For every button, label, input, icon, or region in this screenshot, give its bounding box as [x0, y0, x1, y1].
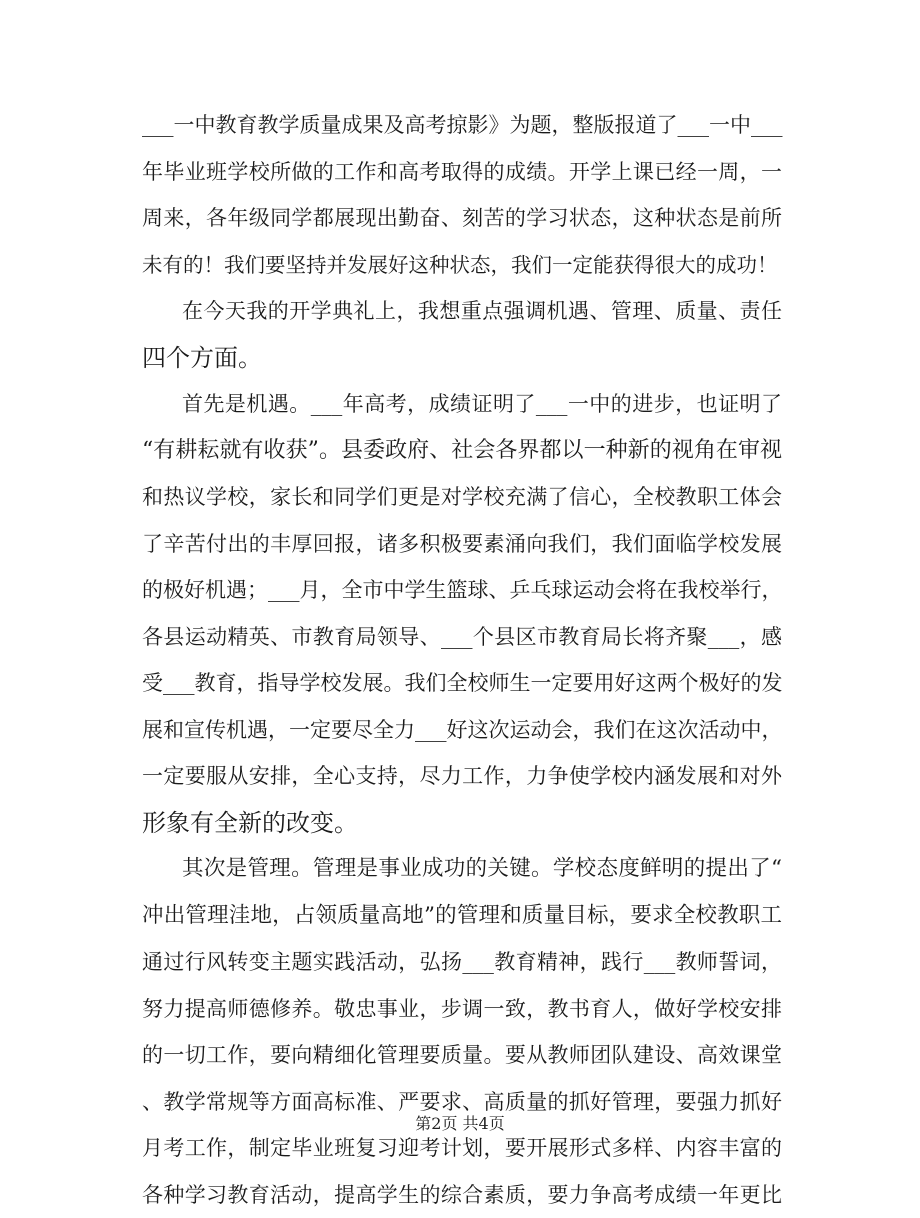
text-line: 通过行风转变主题实践活动，弘扬___教育精神，践行___教师誓词， — [142, 939, 782, 986]
text-line: ___一中教育教学质量成果及高考掠影》为题，整版报道了___一中___ — [142, 102, 782, 149]
text-line: 未有的！我们要坚持并发展好这种状态，我们一定能获得很大的成功！ — [142, 242, 782, 289]
text-line: 了辛苦付出的丰厚回报，诸多积极要素涌向我们，我们面临学校发展 — [142, 521, 782, 568]
text-line: 四个方面。 — [142, 335, 782, 382]
text-line: 各县运动精英、市教育局领导、___个县区市教育局长将齐聚___，感 — [142, 614, 782, 661]
text-line: 一定要服从安排，全心支持，尽力工作，力争使学校内涵发展和对外 — [142, 753, 782, 800]
text-line: 和热议学校，家长和同学们更是对学校充满了信心，全校教职工体会 — [142, 474, 782, 521]
text-line: 形象有全新的改变。 — [142, 800, 782, 847]
text-line: 、教学常规等方面高标准、严要求、高质量的抓好管理，要强力抓好 — [142, 1079, 782, 1126]
text-line: 年毕业班学校所做的工作和高考取得的成绩。开学上课已经一周，一 — [142, 149, 782, 196]
text-line: 冲出管理洼地，占领质量高地”的管理和质量目标，要求全校教职工 — [142, 893, 782, 940]
text-line: 其次是管理。管理是事业成功的关键。学校态度鲜明的提出了“ — [142, 846, 782, 893]
text-line: 周来，各年级同学都展现出勤奋、刻苦的学习状态，这种状态是前所 — [142, 195, 782, 242]
text-line: “有耕耘就有收获”。县委政府、社会各界都以一种新的视角在审视 — [142, 428, 782, 475]
text-line: 的极好机遇；___月，全市中学生篮球、乒乓球运动会将在我校举行， — [142, 567, 782, 614]
page-number: 第2页 共4页 — [0, 1114, 920, 1134]
text-line: 各种学习教育活动，提高学生的综合素质，要力争高考成绩一年更比 — [142, 1172, 782, 1218]
text-line: 努力提高师德修养。敬忠事业，步调一致，教书育人，做好学校安排 — [142, 986, 782, 1033]
text-line: 首先是机遇。___年高考，成绩证明了___一中的进步，也证明了 — [142, 381, 782, 428]
text-line: 月考工作，制定毕业班复习迎考计划，要开展形式多样、内容丰富的 — [142, 1125, 782, 1172]
text-line: 的一切工作，要向精细化管理要质量。要从教师团队建设、高效课堂 — [142, 1032, 782, 1079]
body-text — [142, 102, 782, 1218]
text-line: 受___教育，指导学校发展。我们全校师生一定要用好这两个极好的发 — [142, 660, 782, 707]
text-line: 在今天我的开学典礼上，我想重点强调机遇、管理、质量、责任 — [142, 288, 782, 335]
text-line: 展和宣传机遇，一定要尽全力___好这次运动会，我们在这次活动中， — [142, 707, 782, 754]
